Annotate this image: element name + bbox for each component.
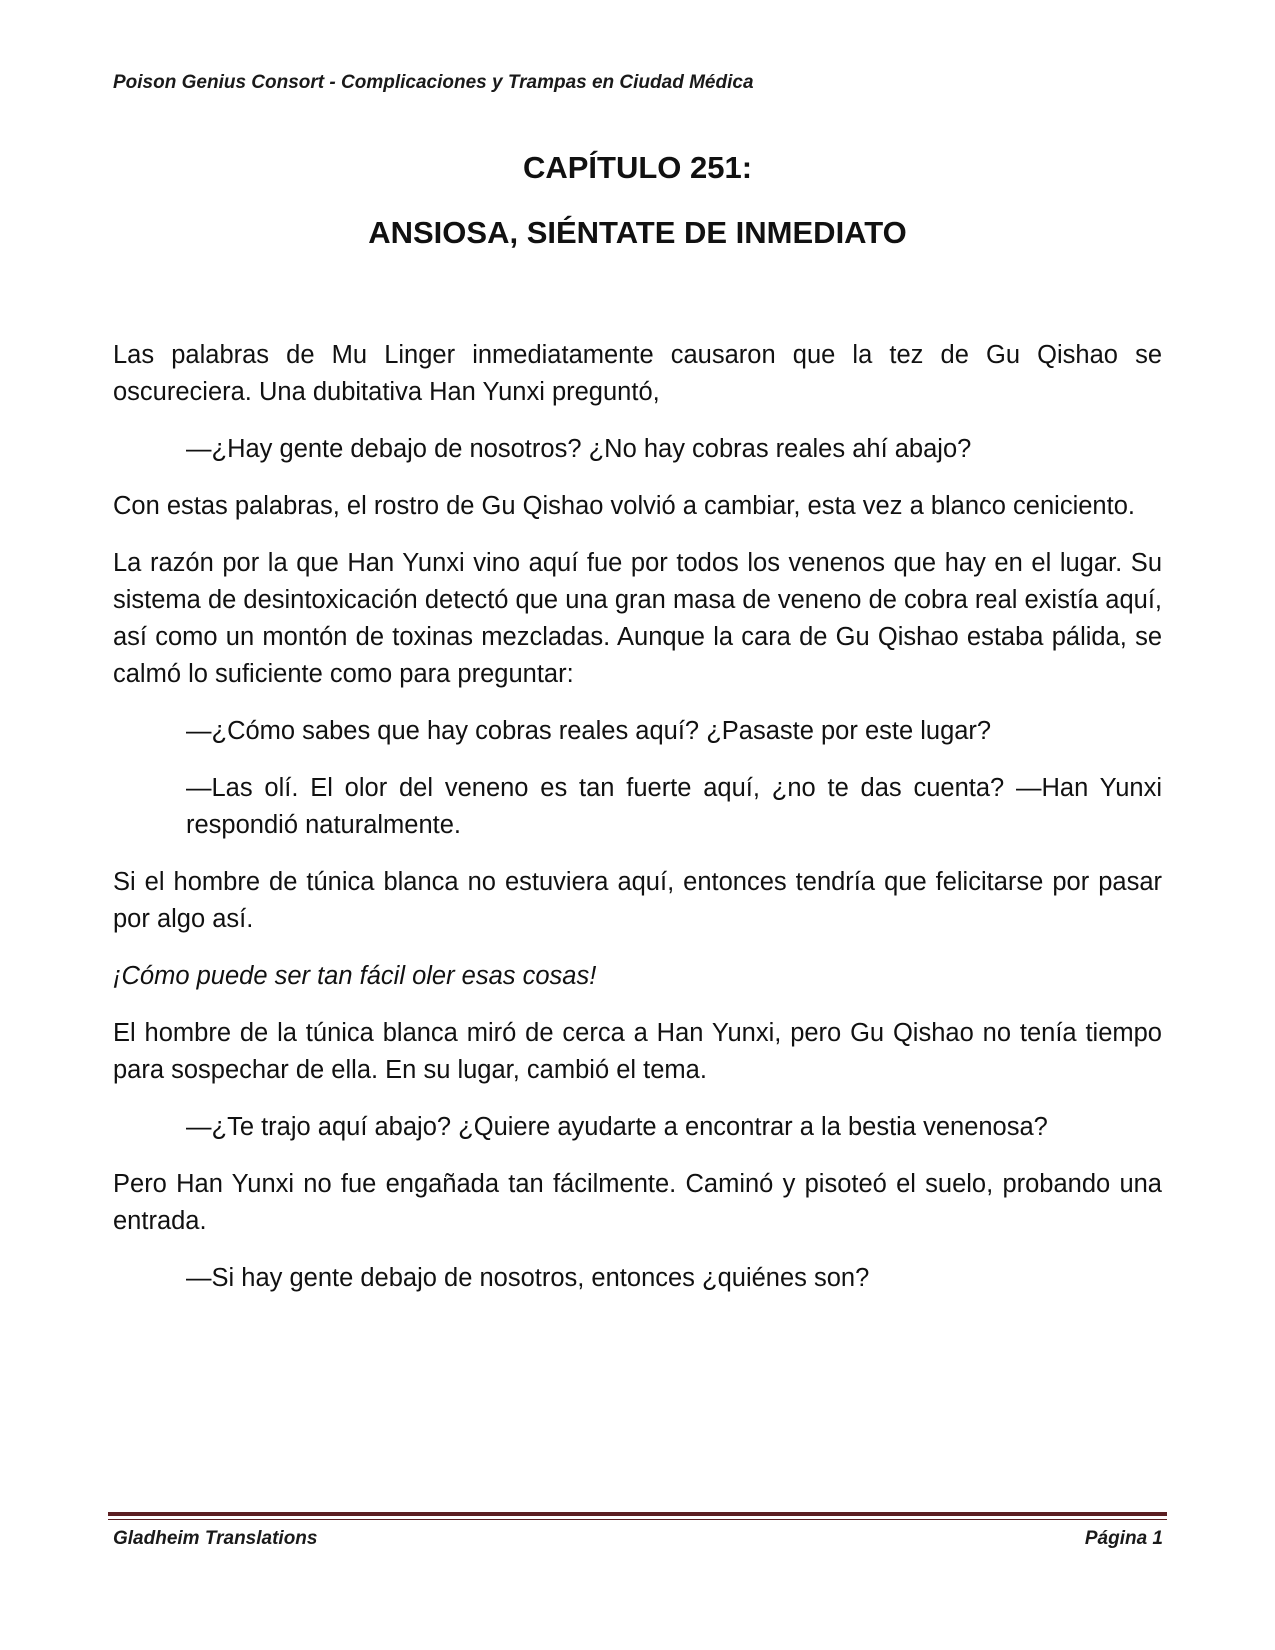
running-header: Poison Genius Consort - Complicaciones y Trampas en Ciudad Médica — [113, 72, 754, 93]
paragraph: Si el hombre de túnica blanca no estuviera aquí, entonces tendría que felicitarse por pasar por algo así. — [113, 868, 1162, 933]
page-number: Página 1 — [1084, 1528, 1163, 1549]
paragraph: Con estas palabras, el rostro de Gu Qishao volvió a cambiar, esta vez a blanco ceniciento. — [113, 492, 1135, 520]
footer-divider — [108, 1512, 1167, 1516]
dialog-paragraph: —¿Cómo sabes que hay cobras reales aquí? ¿Pasaste por este lugar? — [186, 717, 992, 745]
footer-divider-thin — [108, 1519, 1167, 1520]
chapter-body — [113, 337, 1162, 1317]
paragraph: La razón por la que Han Yunxi vino aquí fue por todos los venenos que hay en el lugar. Su sistema de desintoxicación detectó que una gran masa de veneno de cobra real existía aquí, así como un montón de toxinas mezcladas. Aunque la cara de Gu Qishao estaba pálida, se calmó lo suficiente como para preguntar: — [113, 549, 1162, 688]
paragraph: Las palabras de Mu Linger inmediatamente causaron que la tez de Gu Qishao se oscureciera. Una dubitativa Han Yunxi preguntó, — [113, 341, 1162, 406]
footer-credit: Gladheim Translations — [113, 1528, 318, 1549]
italic-thought-paragraph: ¡Cómo puede ser tan fácil oler esas cosas! — [113, 962, 597, 990]
dialog-paragraph: —Las olí. El olor del veneno es tan fuerte aquí, ¿no te das cuenta? —Han Yunxi respondió naturalmente. — [186, 774, 1162, 839]
dialog-paragraph: —Si hay gente debajo de nosotros, entonces ¿quiénes son? — [186, 1264, 870, 1292]
chapter-title: ANSIOSA, SIÉNTATE DE INMEDIATO — [368, 215, 907, 250]
paragraph: El hombre de la túnica blanca miró de cerca a Han Yunxi, pero Gu Qishao no tenía tiempo para sospechar de ella. En su lugar, cambió el tema. — [113, 1019, 1162, 1084]
chapter-number: CAPÍTULO 251: — [522, 150, 753, 185]
paragraph: Pero Han Yunxi no fue engañada tan fácilmente. Caminó y pisoteó el suelo, probando una entrada. — [113, 1170, 1162, 1235]
dialog-paragraph: —¿Hay gente debajo de nosotros? ¿No hay cobras reales ahí abajo? — [186, 435, 972, 463]
dialog-paragraph: —¿Te trajo aquí abajo? ¿Quiere ayudarte a encontrar a la bestia venenosa? — [186, 1113, 1048, 1141]
